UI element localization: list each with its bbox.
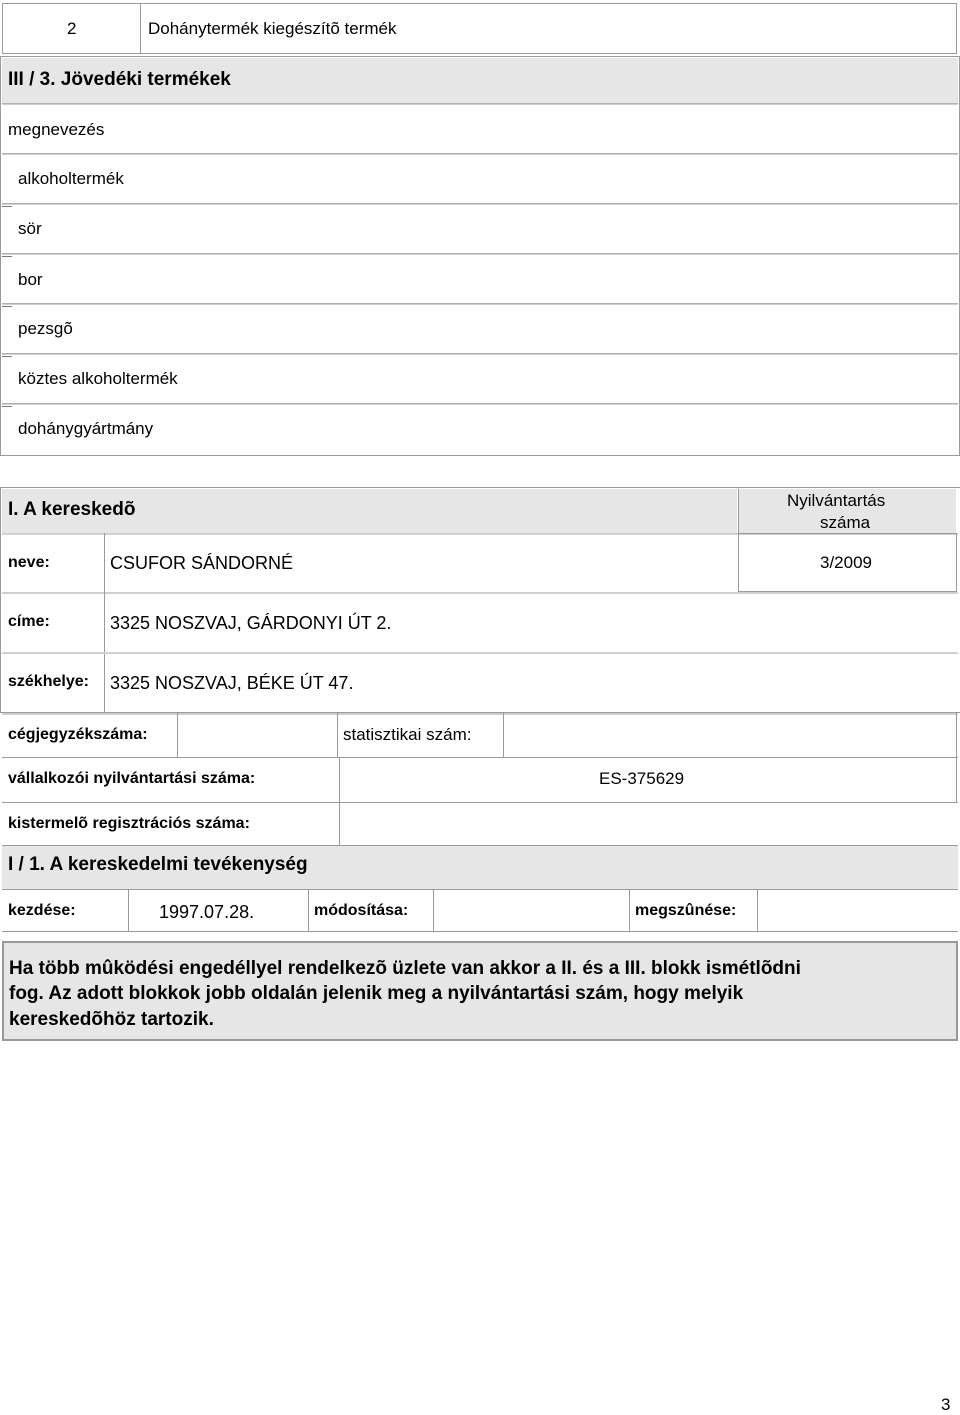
company-reg-divider bbox=[177, 713, 178, 757]
row-divider bbox=[2, 353, 958, 355]
excise-section-title: III / 3. Jövedéki termékek bbox=[8, 69, 231, 90]
modify-label: módosítása: bbox=[314, 902, 409, 919]
address-value: 3325 NOSZVAJ, GÁRDONYI ÚT 2. bbox=[110, 613, 392, 633]
entrepreneur-value: ES-375629 bbox=[599, 769, 685, 788]
row-marker bbox=[2, 306, 12, 307]
row-marker bbox=[2, 206, 12, 207]
stat-label: statisztikai szám: bbox=[343, 725, 472, 744]
seat-row-line bbox=[2, 652, 958, 654]
registry-header-line2: száma bbox=[820, 513, 871, 532]
excise-item: pezsgõ bbox=[18, 319, 73, 338]
smallproducer-label: kistermelõ regisztrációs száma: bbox=[8, 815, 250, 832]
trader-title: I. A kereskedõ bbox=[8, 499, 136, 520]
row-divider bbox=[2, 303, 958, 305]
row-divider bbox=[2, 153, 958, 155]
entrepreneur-label: vállalkozói nyilvántartási száma: bbox=[8, 770, 256, 787]
end-left-divider bbox=[629, 889, 630, 932]
registry-header-line1: Nyilvántartás bbox=[787, 491, 886, 510]
seat-value: 3325 NOSZVAJ, BÉKE ÚT 47. bbox=[110, 673, 354, 693]
seat-label: székhelye: bbox=[8, 673, 89, 690]
name-value: CSUFOR SÁNDORNÉ bbox=[110, 553, 294, 573]
company-reg-label: cégjegyzékszáma: bbox=[8, 726, 148, 743]
row-marker bbox=[2, 406, 12, 407]
start-label: kezdése: bbox=[8, 902, 76, 919]
stat-right-edge bbox=[956, 713, 957, 757]
start-divider bbox=[128, 889, 129, 932]
registry-value: 3/2009 bbox=[820, 553, 872, 572]
excise-section-frame bbox=[0, 56, 960, 456]
top-row-label: Dohánytermék kiegészítõ termék bbox=[148, 19, 397, 38]
excise-item: sör bbox=[18, 219, 42, 238]
name-label: neve: bbox=[8, 554, 50, 571]
stat-divider bbox=[503, 713, 504, 757]
address-label: címe: bbox=[8, 613, 50, 630]
row-divider bbox=[2, 403, 958, 405]
modify-left-divider bbox=[308, 889, 309, 932]
end-value-divider bbox=[757, 889, 758, 932]
name-label-divider bbox=[104, 533, 105, 593]
excise-header: megnevezés bbox=[8, 120, 105, 139]
start-value: 1997.07.28. bbox=[159, 902, 255, 922]
entrepreneur-right-edge bbox=[956, 757, 957, 802]
row-marker bbox=[2, 256, 12, 257]
address-row-line bbox=[2, 592, 958, 594]
row-divider bbox=[2, 253, 958, 255]
note-line-1: Ha több mûködési engedéllyel rendelkezõ üzlete van akkor a II. és a III. blokk ismétlõdni bbox=[9, 958, 801, 979]
row-marker bbox=[2, 356, 12, 357]
top-row-number: 2 bbox=[67, 19, 77, 38]
row-divider bbox=[2, 203, 958, 205]
note-line-2: fog. Az adott blokkok jobb oldalán jelenik meg a nyilvántartási szám, hogy melyik bbox=[9, 983, 744, 1004]
excise-item: bor bbox=[18, 270, 43, 289]
end-label: megszûnése: bbox=[635, 902, 737, 919]
company-reg-value-divider bbox=[337, 713, 338, 757]
excise-item: dohánygyártmány bbox=[18, 419, 154, 438]
page-number: 3 bbox=[941, 1395, 951, 1414]
row-divider bbox=[2, 103, 958, 105]
note-line-3: kereskedõhöz tartozik. bbox=[9, 1009, 214, 1030]
activity-row bbox=[2, 889, 958, 932]
excise-item: köztes alkoholtermék bbox=[18, 369, 178, 388]
excise-item: alkoholtermék bbox=[18, 169, 124, 188]
activity-title: I / 1. A kereskedelmi tevékenység bbox=[8, 854, 308, 875]
modify-value-divider bbox=[433, 889, 434, 932]
